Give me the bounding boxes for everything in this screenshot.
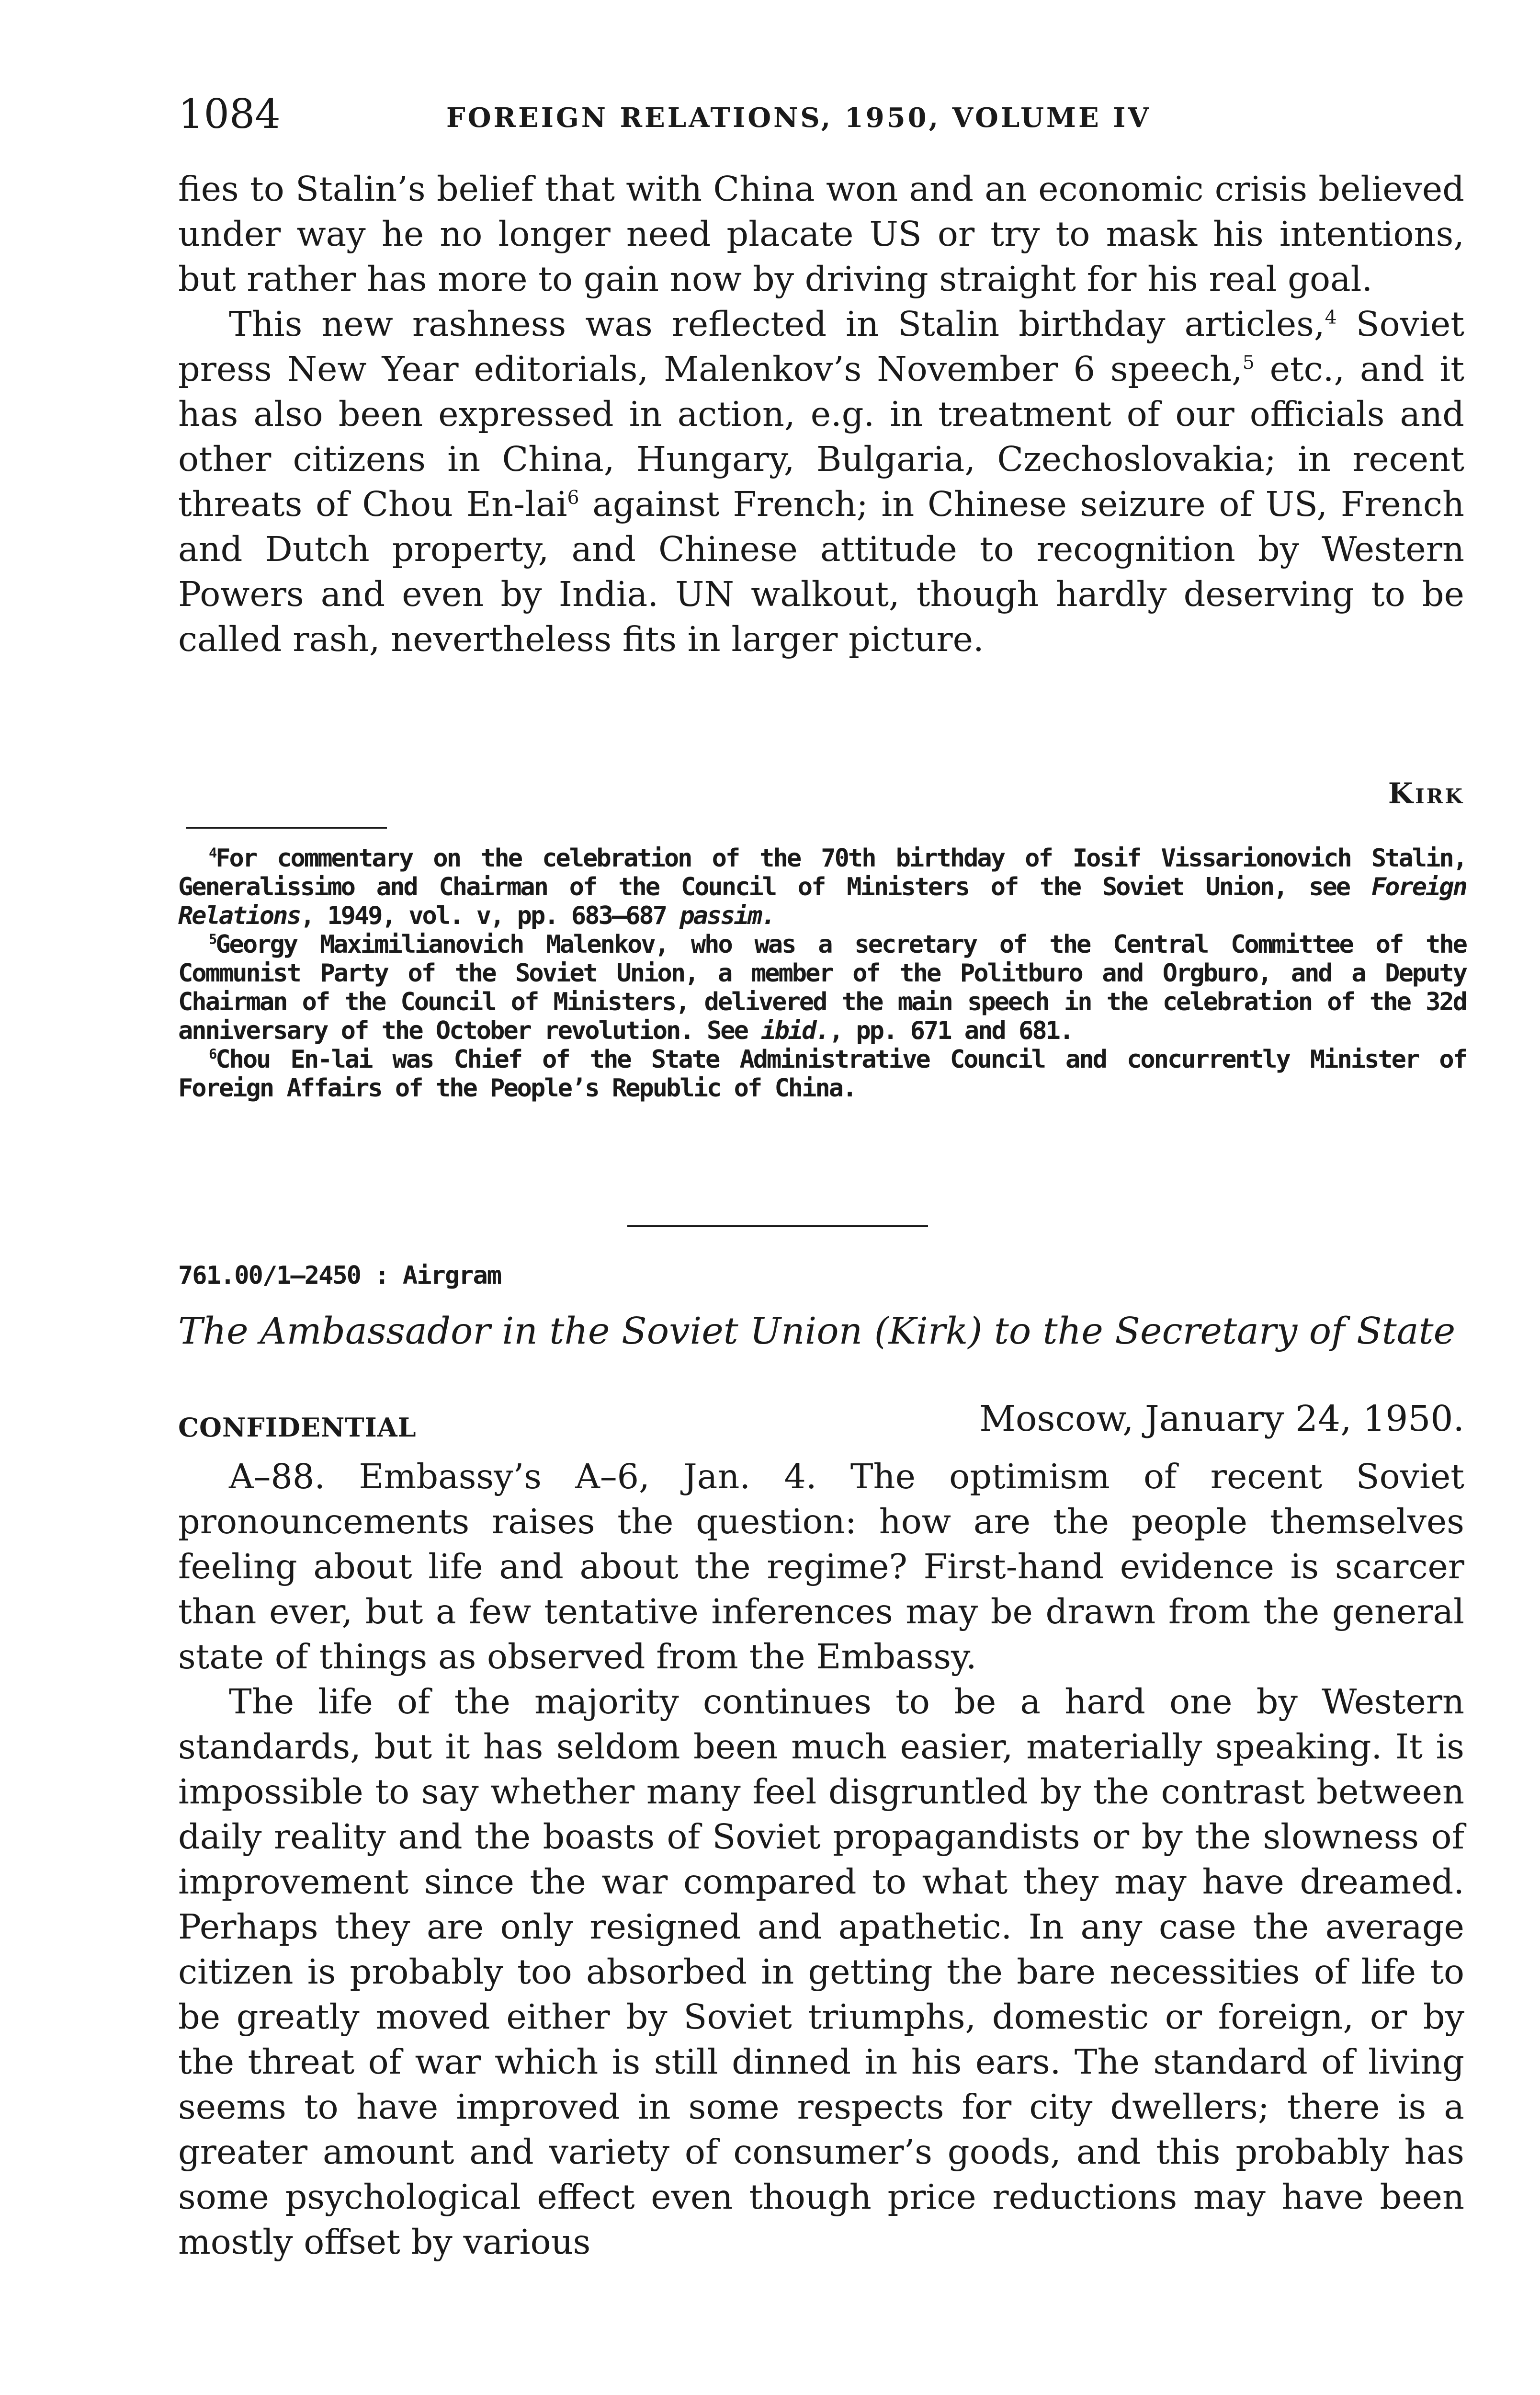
dateline: Moscow, January 24, 1950.: [979, 1398, 1464, 1439]
document-title: The Ambassador in the Soviet Union (Kirk) to the Secretary of State: [178, 1310, 1456, 1353]
section-divider: [627, 1225, 928, 1227]
page-number: 1084: [178, 91, 281, 137]
page-header: [178, 90, 1457, 148]
airgram-paragraph-1: A–88. Embassy’s A–6, Jan. 4. The optimism of recent Soviet pronouncements raises the question: how are the people themselves feeling about life and about the regime? First-hand evidence is scarcer than ever, but a few tentative inferences may be drawn from the general state of things as observed from the Embassy.: [178, 1457, 1464, 1676]
footnote-ref-5: 5: [1242, 352, 1255, 374]
footnote-ref-4: 4: [1325, 307, 1337, 329]
footnote-6: $^6$Chou En-lai was Chief of the State Administrative Council and concurrently Minister of Foreign Affairs of the People’s Republic of China.: [178, 1045, 1466, 1103]
continued-text: [178, 167, 1464, 662]
rashness-paragraph: This new rashness was reflected in Stalin birthday articles,$^4$ Soviet press New Year editorials, Malenkov’s November 6 speech,$^5$ etc., and it has also been expressed in action, e.g. in treatment of our officials and other citizens in China, Hungary, Bulgaria, Czechoslovakia; in recent threats of Chou En-lai$^6$ against French; in Chinese seizure of US, French and Dutch property, and Chinese attitude to recognition by Western Powers and even by India. UN walkout, though hardly deserving to be called rash, nevertheless fits in larger picture.: [178, 304, 1464, 659]
document-body: [178, 1454, 1464, 2265]
continued-paragraph: fies to Stalin’s belief that with China won and an economic crisis believed under way he no longer need placate US or try to mask his intentions, but rather has more to gain now by driving straight for his real goal.: [178, 169, 1464, 299]
airgram-paragraph-2: The life of the majority continues to be a hard one by Western standards, but it has seldom been much easier, materially speaking. It is impossible to say whether many feel disgruntled by the contrast between daily reality and the boasts of Soviet propagandists or by the slowness of improvement since the war compared to what they may have dreamed. Perhaps they are only resigned and apathetic. In any case the average citizen is probably too absorbed in getting the bare necessities of life to be greatly moved either by Soviet triumphs, domestic or foreign, or by the threat of war which is still dinned in his ears. The standard of living seems to have improved in some respects for city dwellers; there is a greater amount and variety of consumer’s goods, and this probably has some psychological effect even though price reductions may have been mostly offset by various: [178, 1682, 1464, 2262]
footnote-ref-6: 6: [567, 487, 579, 509]
footnote-4: $^4$For commentary on the celebration of the 70th birthday of Iosif Vissarionovich Stalin, Generalissimo and Chairman of the Council of Ministers of the Soviet Union, see Foreign Relations, 1949, vol. v, pp. 683–687 passim.: [178, 844, 1466, 930]
footnote-rule: [186, 827, 387, 829]
document-file-reference: 761.00/1–2450 : Airgram: [178, 1261, 501, 1290]
running-head: FOREIGN RELATIONS, 1950, VOLUME IV: [446, 102, 1151, 134]
classification-label: CONFIDENTIAL: [178, 1412, 417, 1443]
footnote-5: $^5$Georgy Maximilianovich Malenkov, who was a secretary of the Central Committee of the Communist Party of the Soviet Union, a member of the Politburo and Orgburo, and a Deputy Chairman of the Council of Ministers, delivered the main speech in the celebration of the 32d anniversary of the October revolution. See ibid., pp. 671 and 681.: [178, 930, 1466, 1045]
signature: Kirk: [1388, 777, 1464, 810]
footnotes: [178, 844, 1466, 1103]
